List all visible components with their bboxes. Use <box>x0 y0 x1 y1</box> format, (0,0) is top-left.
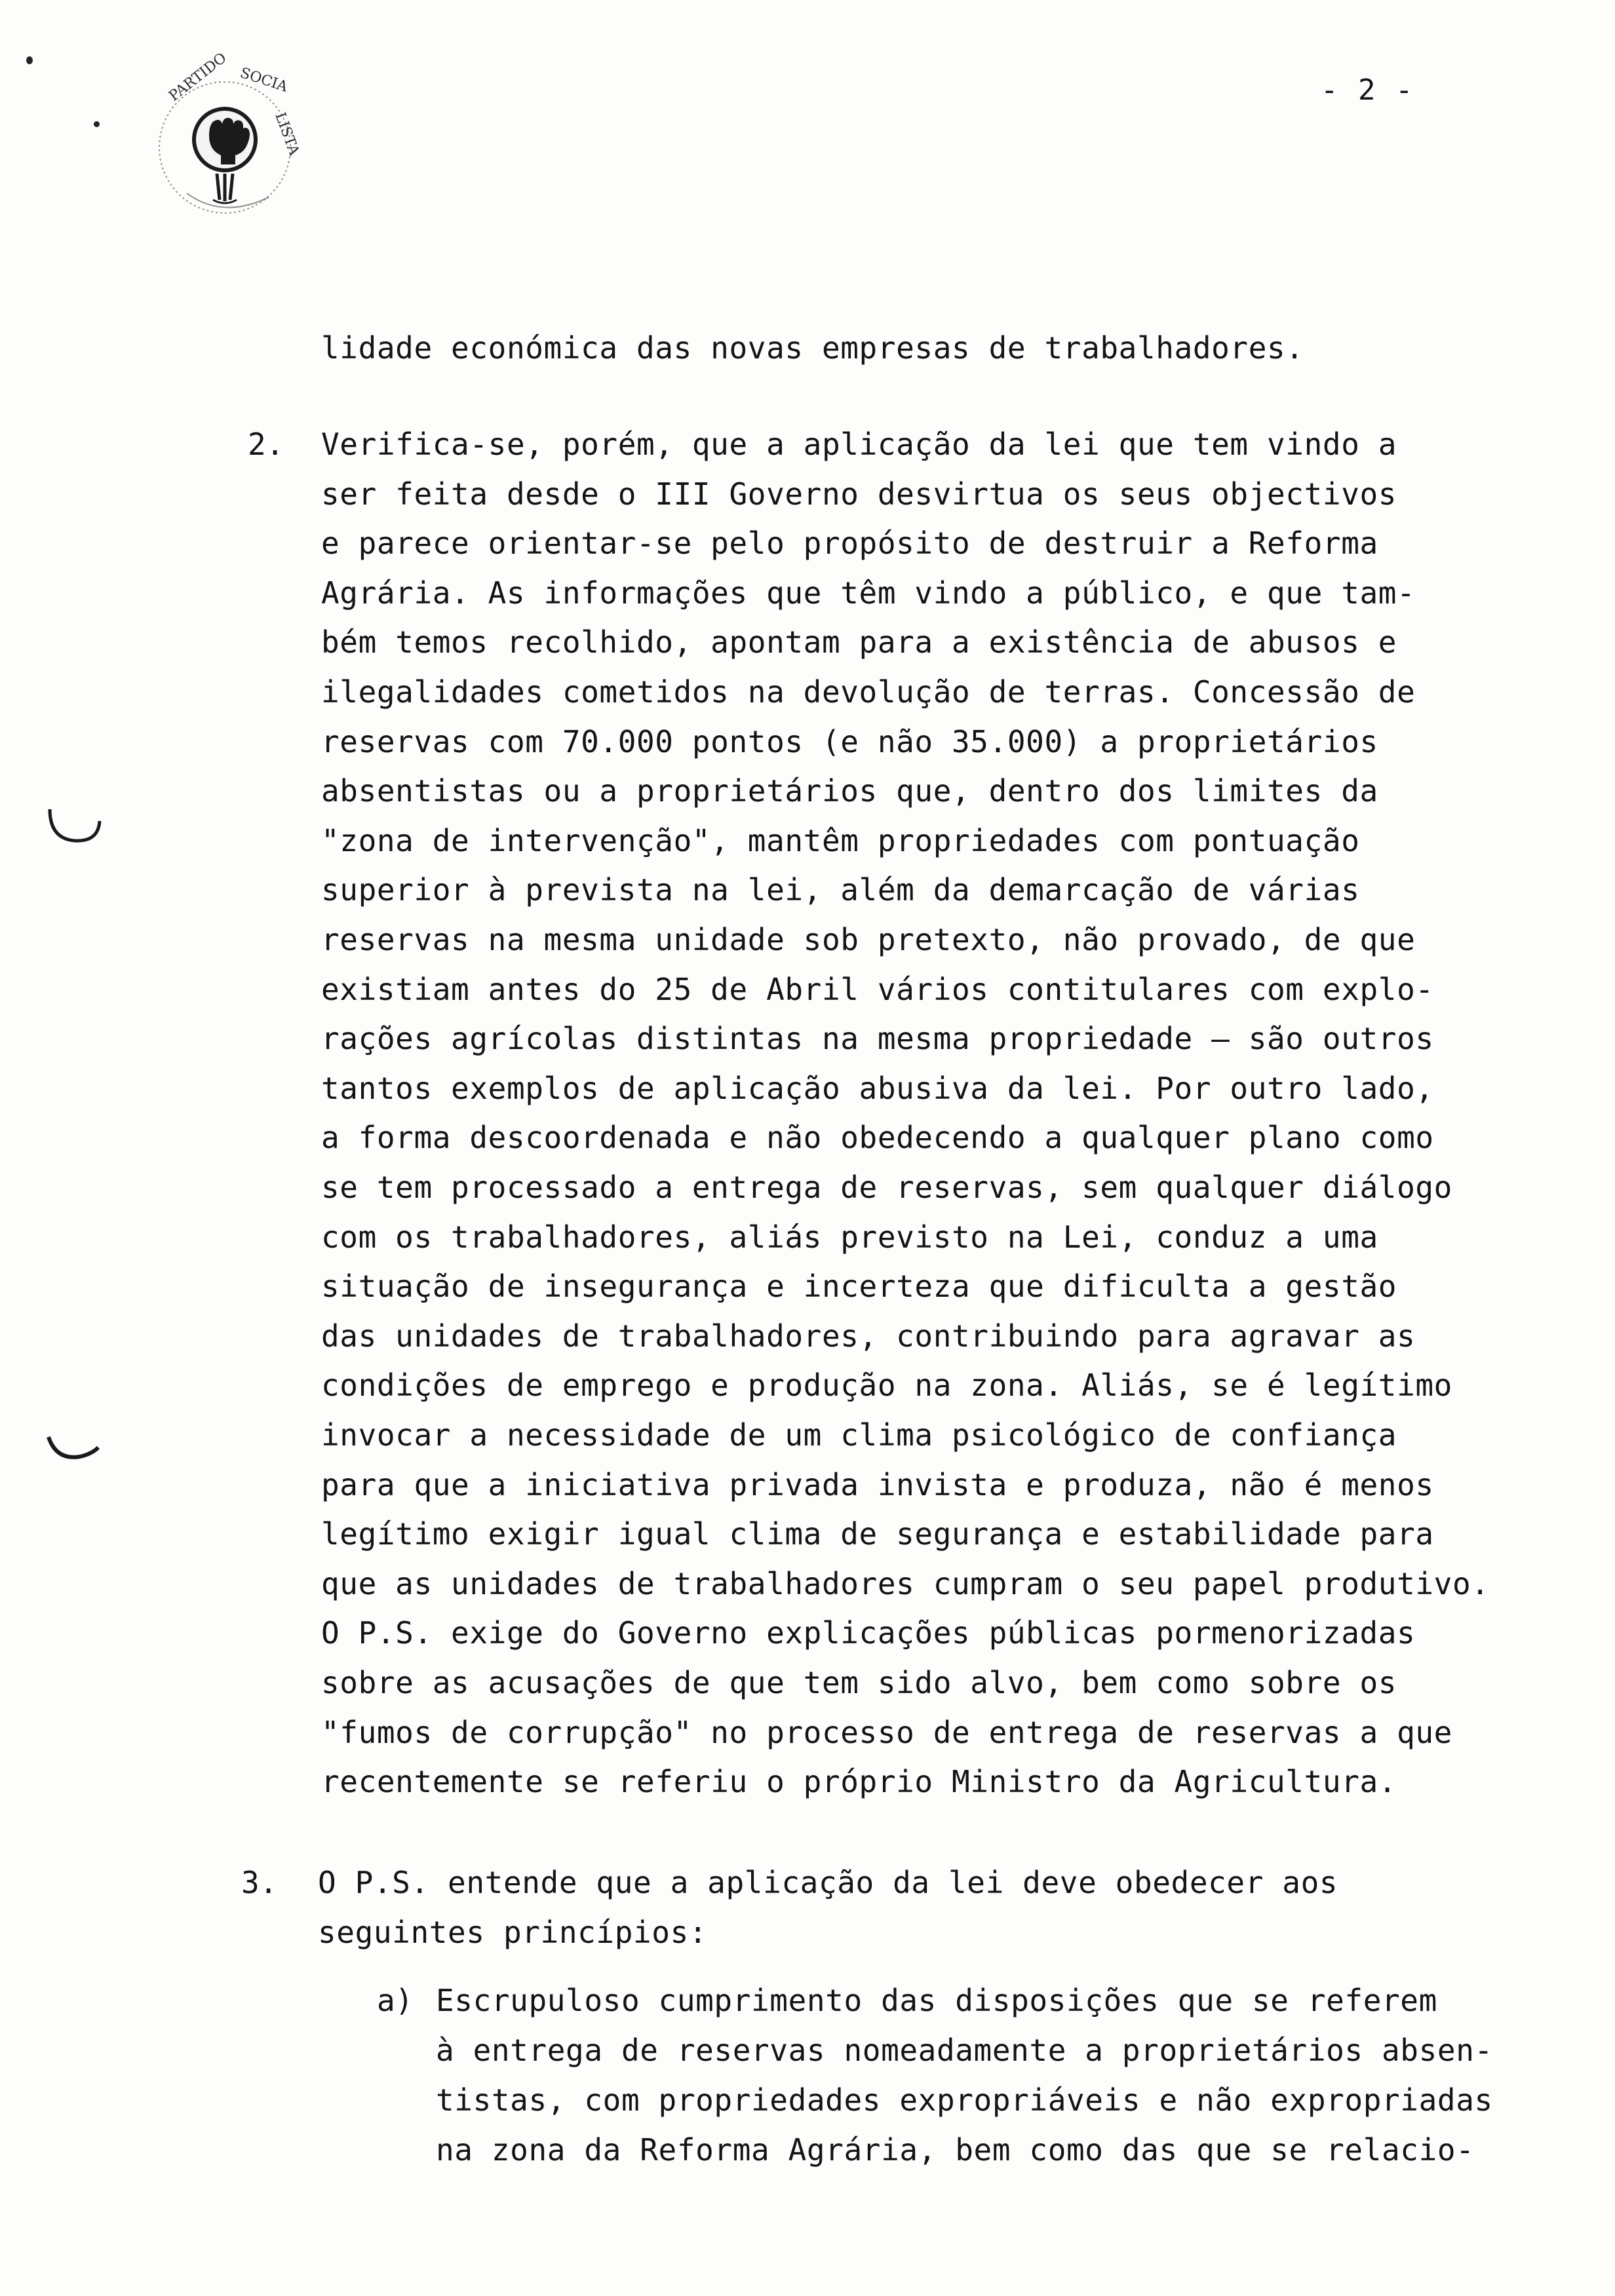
section-2-line: tantos exemplos de aplicação abusiva da lei. Por outro lado, <box>321 1070 1434 1106</box>
section-2-line: absentistas ou a proprietários que, dentro dos limites da <box>321 773 1378 809</box>
section-2-line: das unidades de trabalhadores, contribuindo para agravar as <box>321 1318 1416 1354</box>
section-3-number: 3. <box>241 1865 278 1900</box>
section-2-line: invocar a necessidade de um clima psicológico de confiança <box>321 1417 1397 1453</box>
intro-line: lidade económica das novas empresas de trabalhadores. <box>321 330 1304 366</box>
section-2-line: ilegalidades cometidos na devolução de terras. Concessão de <box>321 674 1416 710</box>
section-2-number: 2. <box>248 427 284 462</box>
section-2-line: e parece orientar-se pelo propósito de destruir a Reforma <box>321 526 1378 562</box>
section-3-line: seguintes princípios: <box>318 1915 708 1950</box>
margin-arc-mark <box>46 1432 105 1471</box>
section-2-line: para que a iniciativa privada invista e produza, não é menos <box>321 1466 1434 1502</box>
item-a-line: Escrupuloso cumprimento das disposições que se referem <box>436 1983 1437 2018</box>
section-2-line: "zona de intervenção", mantêm propriedades com pontuação <box>321 822 1360 858</box>
section-2-line: Verifica-se, porém, que a aplicação da lei que tem vindo a <box>321 427 1397 462</box>
item-a-line: tistas, com propriedades expropriáveis e não expropriadas <box>436 2082 1493 2118</box>
item-a-line: à entrega de reservas nomeadamente a proprietários absen- <box>436 2033 1493 2068</box>
svg-text:PARTIDO: PARTIDO <box>166 50 230 105</box>
section-2-line: a forma descoordenada e não obedecendo a qualquer plano como <box>321 1120 1434 1156</box>
section-2-line: bém temos recolhido, apontam para a existência de abusos e <box>321 624 1397 660</box>
scan-speck <box>94 121 100 127</box>
section-2-line: rações agrícolas distintas na mesma propriedade — são outros <box>321 1021 1434 1057</box>
section-2-line: superior à prevista na lei, além da demarcação de várias <box>321 872 1360 908</box>
section-2-line: com os trabalhadores, aliás previsto na Lei, conduz a uma <box>321 1219 1378 1255</box>
scan-speck <box>26 56 33 64</box>
section-2-line: O P.S. exige do Governo explicações públicas pormenorizadas <box>321 1615 1416 1651</box>
section-2-line: condições de emprego e produção na zona. Aliás, se é legítimo <box>321 1368 1452 1404</box>
section-2-line: existiam antes do 25 de Abril vários contitulares com explo- <box>321 971 1434 1007</box>
section-2-line: "fumos de corrupção" no processo de entrega de reservas a que <box>321 1714 1452 1750</box>
section-2-line: legítimo exigir igual clima de segurança e estabilidade para <box>321 1516 1434 1552</box>
section-2-line: reservas na mesma unidade sob pretexto, não provado, de que <box>321 922 1416 957</box>
section-2-line: Agrária. As informações que têm vindo a público, e que tam- <box>321 575 1416 611</box>
party-logo <box>147 50 303 233</box>
section-3-line: O P.S. entende que a aplicação da lei deve obedecer aos <box>318 1865 1338 1900</box>
section-2-line: sobre as acusações de que tem sido alvo, bem como sobre os <box>321 1665 1397 1700</box>
section-2-line: recentemente se referiu o próprio Ministro da Agricultura. <box>321 1764 1397 1800</box>
section-2-line: ser feita desde o III Governo desvirtua os seus objectivos <box>321 476 1397 512</box>
page-number: - 2 - <box>1321 73 1414 107</box>
svg-text:LISTA: LISTA <box>271 110 303 158</box>
section-2-line: situação de insegurança e incerteza que dificulta a gestão <box>321 1269 1397 1305</box>
item-a-line: na zona da Reforma Agrária, bem como das que se relacio- <box>436 2132 1475 2168</box>
section-2-line: reservas com 70.000 pontos (e não 35.000) a proprietários <box>321 723 1378 759</box>
item-a-label: a) <box>377 1983 414 2018</box>
section-2-line: se tem processado a entrega de reservas, sem qualquer diálogo <box>321 1170 1452 1205</box>
section-2-line: que as unidades de trabalhadores cumpram o seu papel produtivo. <box>321 1565 1490 1601</box>
margin-arc-mark <box>46 803 105 849</box>
svg-text:SOCIA: SOCIA <box>238 64 290 96</box>
